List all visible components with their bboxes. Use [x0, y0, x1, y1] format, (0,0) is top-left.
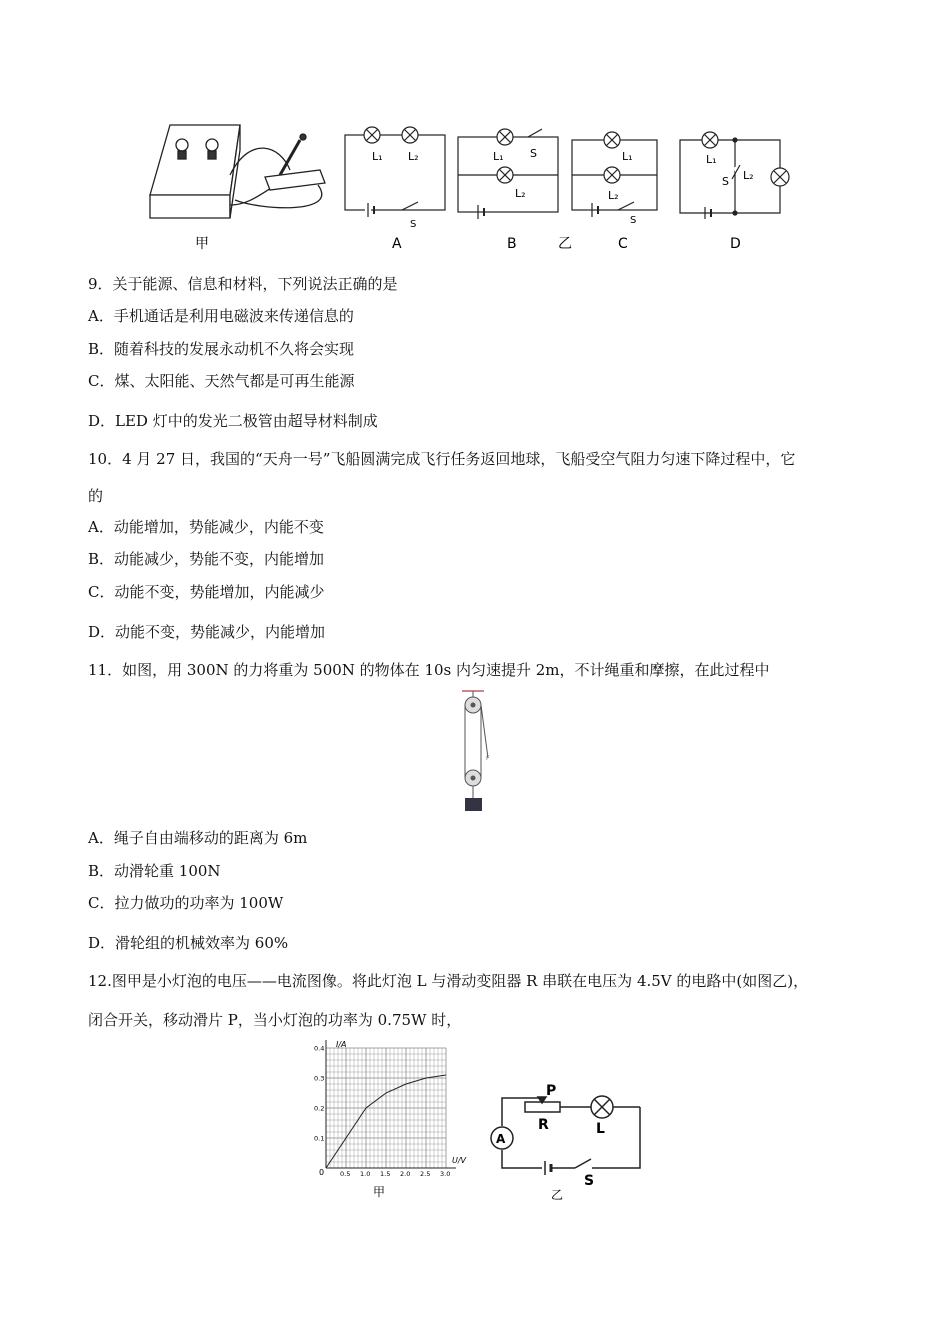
c-l2: L₂: [608, 189, 619, 202]
circuit-option-d: [680, 132, 789, 219]
q11-option-a: A．绳子自由端移动的距离为 6m: [88, 829, 308, 847]
chart-grid: [326, 1048, 446, 1168]
q10-option-d: D．动能不变，势能减少，内能增加: [88, 623, 326, 641]
pulley-force-label: F: [486, 755, 490, 762]
fig-label-yi: 乙: [558, 236, 572, 252]
d-l1: L₁: [706, 153, 717, 166]
q11-option-d: D．滑轮组的机械效率为 60%: [88, 934, 289, 952]
a-l2: L₂: [408, 150, 419, 163]
q10-stem-line2: 的: [88, 487, 104, 505]
option-label-a: A: [392, 236, 402, 252]
circuit-option-b: [458, 129, 558, 219]
q9-option-a: A．手机通话是利用电磁波来传递信息的: [88, 307, 354, 325]
q10-option-c: C．动能不变，势能增加，内能减少: [88, 583, 325, 601]
b-l2: L₂: [515, 187, 526, 200]
q9-option-c: C．煤、太阳能、天然气都是可再生能源: [88, 372, 355, 390]
x-tick-label: 1.0: [360, 1170, 371, 1178]
figure-jia-apparatus: [150, 125, 325, 218]
y-tick-label: 0.4: [314, 1044, 325, 1053]
c-s: S: [630, 215, 637, 226]
a-s: S: [410, 219, 417, 230]
circuit-option-c: [572, 132, 657, 217]
q9-option-b: B．随着科技的发展永动机不久将会实现: [88, 340, 355, 358]
q11-option-c: C．拉力做功的功率为 100W: [88, 894, 284, 912]
x-tick-label: 0.5: [340, 1170, 351, 1178]
q12-stem-line2: 闭合开关，移动滑片 P，当小灯泡的功率为 0.75W 时，: [88, 1011, 462, 1029]
q12-stem-line1: 12.图甲是小灯泡的电压——电流图像。将此灯泡 L 与滑动变阻器 R 串联在电压为 4.5V 的电路中(如图乙)，: [88, 972, 809, 990]
circuit-yi: [485, 1080, 655, 1205]
x-tick-label: 2.5: [420, 1170, 431, 1178]
circuit-yi-p: P: [546, 1083, 557, 1099]
pulley-figure: [450, 688, 500, 816]
q9-stem: 9．关于能源、信息和材料，下列说法正确的是: [88, 275, 398, 293]
chart-axes: [326, 1040, 456, 1168]
x-tick-label: 1.5: [380, 1170, 391, 1178]
chart-origin-label: 0: [319, 1168, 325, 1177]
x-tick-label: 2.0: [400, 1170, 411, 1178]
circuit-yi-r: R: [538, 1117, 549, 1133]
y-tick-label: 0.3: [314, 1074, 325, 1083]
chart-xlabel: U/V: [452, 1156, 467, 1165]
circuit-option-a: [345, 127, 445, 217]
y-tick-label: 0.2: [314, 1104, 325, 1113]
d-s: S: [722, 175, 729, 188]
circuit-yi-l: L: [596, 1121, 605, 1137]
a-l1: L₁: [372, 150, 383, 163]
c-l1: L₁: [622, 150, 633, 163]
q10-option-a: A．动能增加，势能减少，内能不变: [88, 518, 324, 536]
circuit-yi-ammeter: A: [496, 1132, 506, 1146]
b-s: S: [530, 147, 537, 160]
option-label-c: C: [618, 236, 628, 252]
option-label-b: B: [507, 236, 517, 252]
y-tick-label: 0.1: [314, 1134, 325, 1143]
q11-stem: 11．如图，用 300N 的力将重为 500N 的物体在 10s 内匀速提升 2m，不计绳重和摩擦，在此过程中: [88, 661, 770, 679]
iv-chart: [300, 1036, 480, 1206]
q11-option-b: B．动滑轮重 100N: [88, 862, 221, 880]
q9-option-d: D．LED 灯中的发光二极管由超导材料制成: [88, 412, 378, 430]
top-figure: [140, 115, 820, 260]
fig-label-jia: 甲: [195, 236, 209, 252]
d-l2: L₂: [743, 169, 754, 182]
circuit-yi-caption: 乙: [551, 1188, 564, 1202]
chart-caption: 甲: [373, 1185, 386, 1199]
option-label-d: D: [730, 236, 741, 252]
q10-option-b: B．动能减少，势能不变，内能增加: [88, 550, 325, 568]
chart-ylabel: I/A: [336, 1040, 347, 1049]
circuit-yi-s: S: [584, 1173, 595, 1189]
b-l1: L₁: [493, 150, 504, 163]
x-tick-label: 3.0: [440, 1170, 451, 1178]
q10-stem-line1: 10．4 月 27 日，我国的“天舟一号”飞船圆满完成飞行任务返回地球，飞船受空气阻力匀速下降过程中，它: [88, 450, 796, 468]
